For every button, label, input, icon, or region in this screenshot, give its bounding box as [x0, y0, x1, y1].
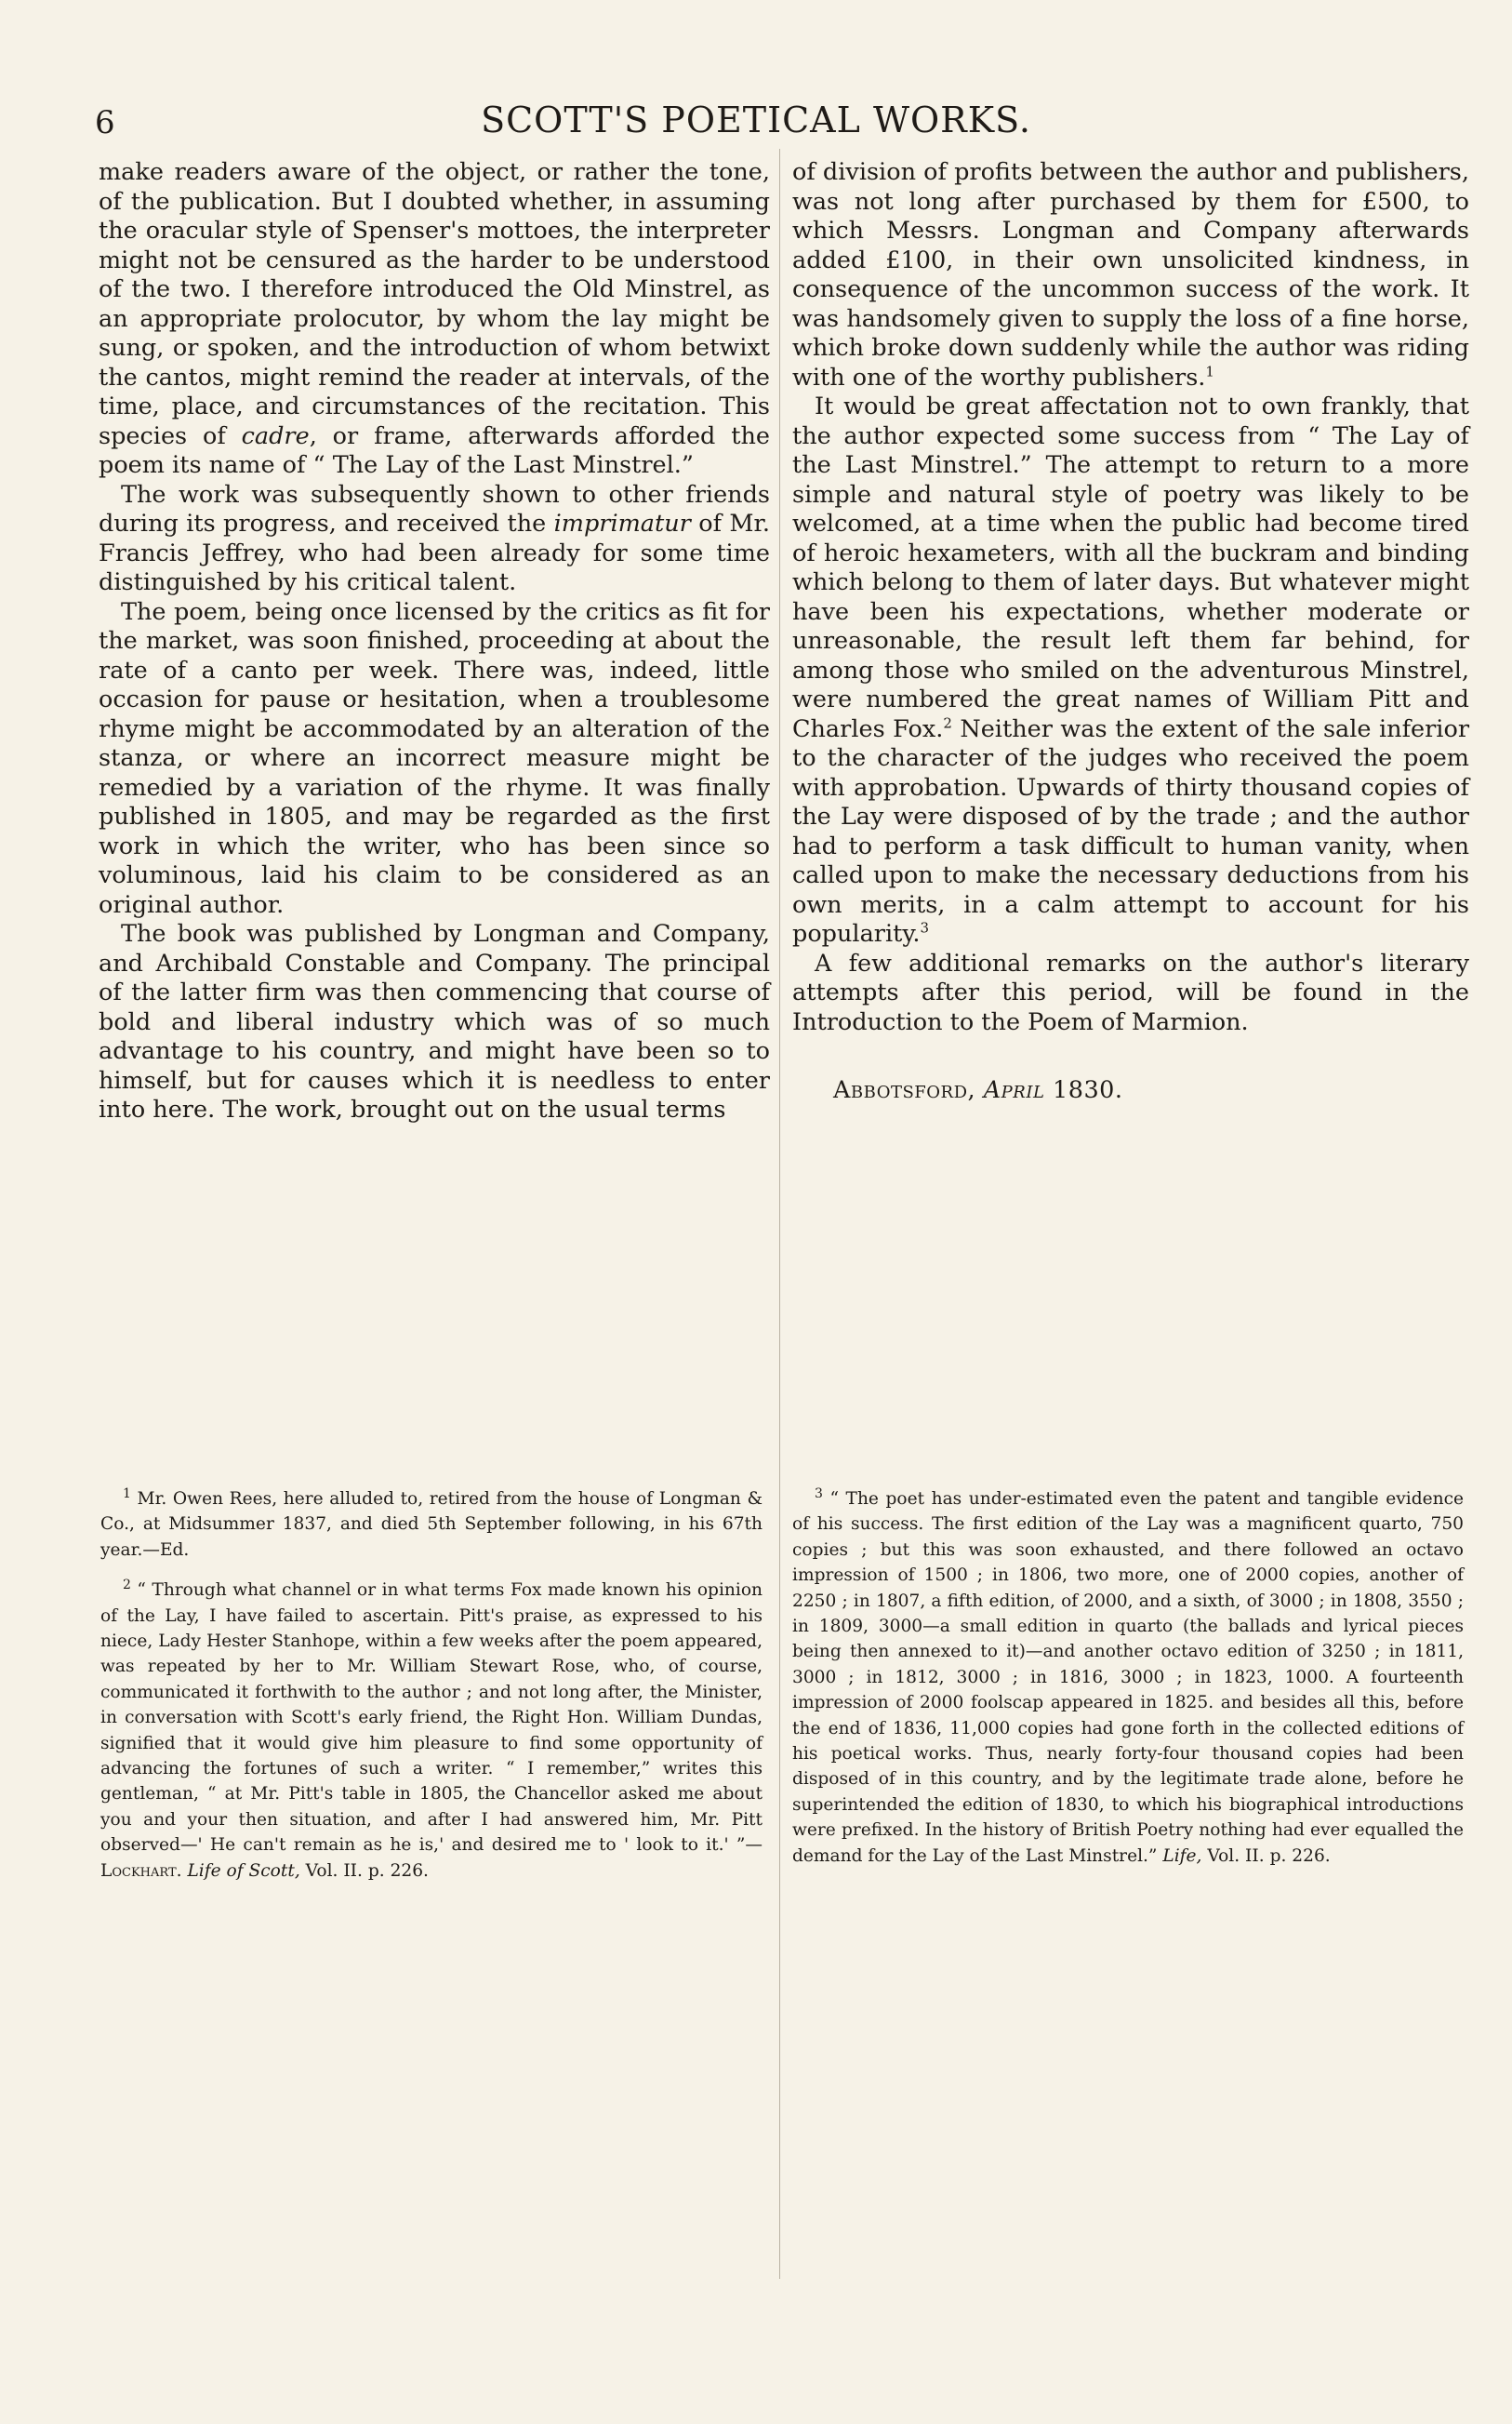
footnote-3: $^3$ “ The poet has under-estimated even the patent and tangible evidence of his success. The first edition of the Lay was a magnificent quarto, 750 copies ; but this was soon exhausted, and there followed an octavo impression of 1500 ; in 1806, two more, one of 2000 copies, another of 2250 ; in 1807, a fifth edition, of 2000, and a sixth, of 3000 ; in 1808, 3550 ; in 1809, 3000—a small edition in quarto (the ballads and lyrical pieces being then annexed to it)—and another octavo edition of 3250 ; in 1811, 3000 ; in 1812, 3000 ; in 1816, 3000 ; in 1823, 1000. A fourteenth impression of 2000 foolscap appeared in 1825. and besides all this, before the end of 1836, 11,000 copies had gone forth in the collected editions of his poetical works. Thus, nearly forty-four thousand copies had been disposed of in this country, and by the legitimate trade alone, before he superintended the edition of 1830, to which his biographical introductions were prefixed. In the history of British Poetry nothing had ever equalled the demand for the Lay of the Last Minstrel.” Life, Vol. II. p. 226.	[792, 1485, 1464, 1866]
signature-line	[792, 1076, 1469, 1106]
column-divider	[779, 149, 780, 2279]
left-text-column	[99, 158, 770, 1125]
footnote-source-title: Life,	[1162, 1845, 1202, 1866]
signature-place: Abbotsford,	[833, 1076, 976, 1104]
footnote-ref-3: 3	[920, 919, 930, 937]
footnote-source-ref: Vol. II. p. 226.	[1207, 1845, 1331, 1866]
signature-month: April	[983, 1076, 1045, 1104]
footnote-ref-2: 2	[943, 714, 952, 731]
footnote-mark: 2	[123, 1578, 131, 1593]
right-text-column	[792, 158, 1469, 1106]
paragraph-division-of-profits: of division of profits between the author and publishers, was not long after purchased by them for £500, to which Messrs. Longman and Company afterwards added £100, in their own unsolicited kindness, in consequence of the uncommon success of the work. It was handsomely given to supply the loss of a fine horse, which broke down suddenly while the author was riding with one of the worthy publishers.$^1$	[792, 158, 1469, 392]
footnote-source-ref: Vol. II. p. 226.	[305, 1860, 429, 1881]
footnote-2: $^2$ “ Through what channel or in what terms Fox made known his opinion of the Lay, I have failed to ascertain. Pitt's praise, as expressed to his niece, Lady Hester Stanhope, within a few weeks after the poem appeared, was repeated by her to Mr. William Stewart Rose, who, of course, communicated it forthwith to the author ; and not long after, the Minister, in conversation with Scott's early friend, the Right Hon. William Dundas, signified that it would give him pleasure to find some opportunity of advancing the fortunes of such a writer. “ I remember,” writes this gentleman, “ at Mr. Pitt's table in 1805, the Chancellor asked me about you and your then situation, and after I had answered him, Mr. Pitt observed—' He can't remain as he is,' and desired me to ' look to it.' ”— Lockhart. Life of Scott, Vol. II. p. 226.	[100, 1578, 763, 1881]
paragraph-publishers: The book was published by Longman and Company, and Archibald Constable and Company. The principal of the latter firm was then commencing that course of bold and liberal industry which was of so much advantage to his country, and might have been so to himself, but for causes which it is needless to enter into here. The work, brought out on the usual terms	[99, 920, 770, 1124]
paragraph-additional-remarks: A few additional remarks on the author's literary attempts after this period, will be found in the Introduction to the Poem of Marmion.	[792, 949, 1469, 1036]
footnote-mark: 1	[123, 1485, 131, 1501]
imprimatur-term: imprimatur	[553, 510, 691, 538]
footnote-source-author: Lockhart.	[100, 1860, 182, 1881]
running-title: SCOTT'S POETICAL WORKS.	[481, 100, 1031, 140]
page-number: 6	[95, 104, 115, 141]
footnote-source-title: Life of Scott,	[187, 1860, 300, 1881]
paragraph-expected-success: It would be great affectation not to own frankly, that the author expected some success from “ The Lay of the Last Minstrel.” The attempt to return to a more simple and natural style of poetry was likely to be welcomed, at a time when the public had become tired of heroic hexameters, with all the buckram and binding which belong to them of later days. But whatever might have been his expectations, whether moderate or unreasonable, the result left them far behind, for among those who smiled on the adventurous Minstrel, were numbered the great names of William Pitt and Charles Fox.$^2$ Neither was the extent of the sale inferior to the character of the judges who received the poem with approbation. Upwards of thirty thousand copies of the Lay were disposed of by the trade ; and the author had to perform a task difficult to human vanity, when called upon to make the necessary deductions from his own merits, in a calm attempt to account for his popularity.$^3$	[792, 393, 1470, 948]
paragraph-object-of-publication: make readers aware of the object, or rather the tone, of the publication. But I doubted whether, in assuming the oracular style of Spenser's mottoes, the interpreter might not be censured as the harder to be understood of the two. I therefore introduced the Old Minstrel, as an appropriate prolocutor, by whom the lay might be sung, or spoken, and the introduction of whom betwixt the cantos, might remind the reader at intervals, of the time, place, and circumstances of the recitation. This species of cadre, or frame, afterwards afforded the poem its name of “ The Lay of the Last Minstrel.”	[99, 158, 770, 479]
signature-year: 1830.	[1053, 1076, 1123, 1104]
footnote-mark: 3	[815, 1485, 823, 1501]
right-footnotes	[792, 1486, 1464, 1884]
paragraph-shown-to-friends: The work was subsequently shown to other friends during its progress, and received the imprimatur of Mr. Francis Jeffrey, who had been already for some time distinguished by his critical talent.	[99, 480, 771, 596]
paragraph-poem-licensed: The poem, being once licensed by the critics as fit for the market, was soon finished, proceeding at about the rate of a canto per week. There was, indeed, little occasion for pause or hesitation, when a troublesome rhyme might be accommodated by an alteration of the stanza, or where an incorrect measure might be remedied by a variation of the rhyme. It was finally published in 1805, and may be regarded as the first work in which the writer, who has been since so voluminous, laid his claim to be considered as an original author.	[99, 597, 770, 919]
footnote-1: $^1$ Mr. Owen Rees, here alluded to, retired from the house of Longman & Co., at Midsummer 1837, and died 5th September following, in his 67th year.—Ed.	[100, 1485, 763, 1560]
left-footnotes	[100, 1486, 763, 1898]
footnote-ref-1: 1	[1205, 363, 1214, 380]
cadre-term: cadre	[241, 421, 310, 450]
